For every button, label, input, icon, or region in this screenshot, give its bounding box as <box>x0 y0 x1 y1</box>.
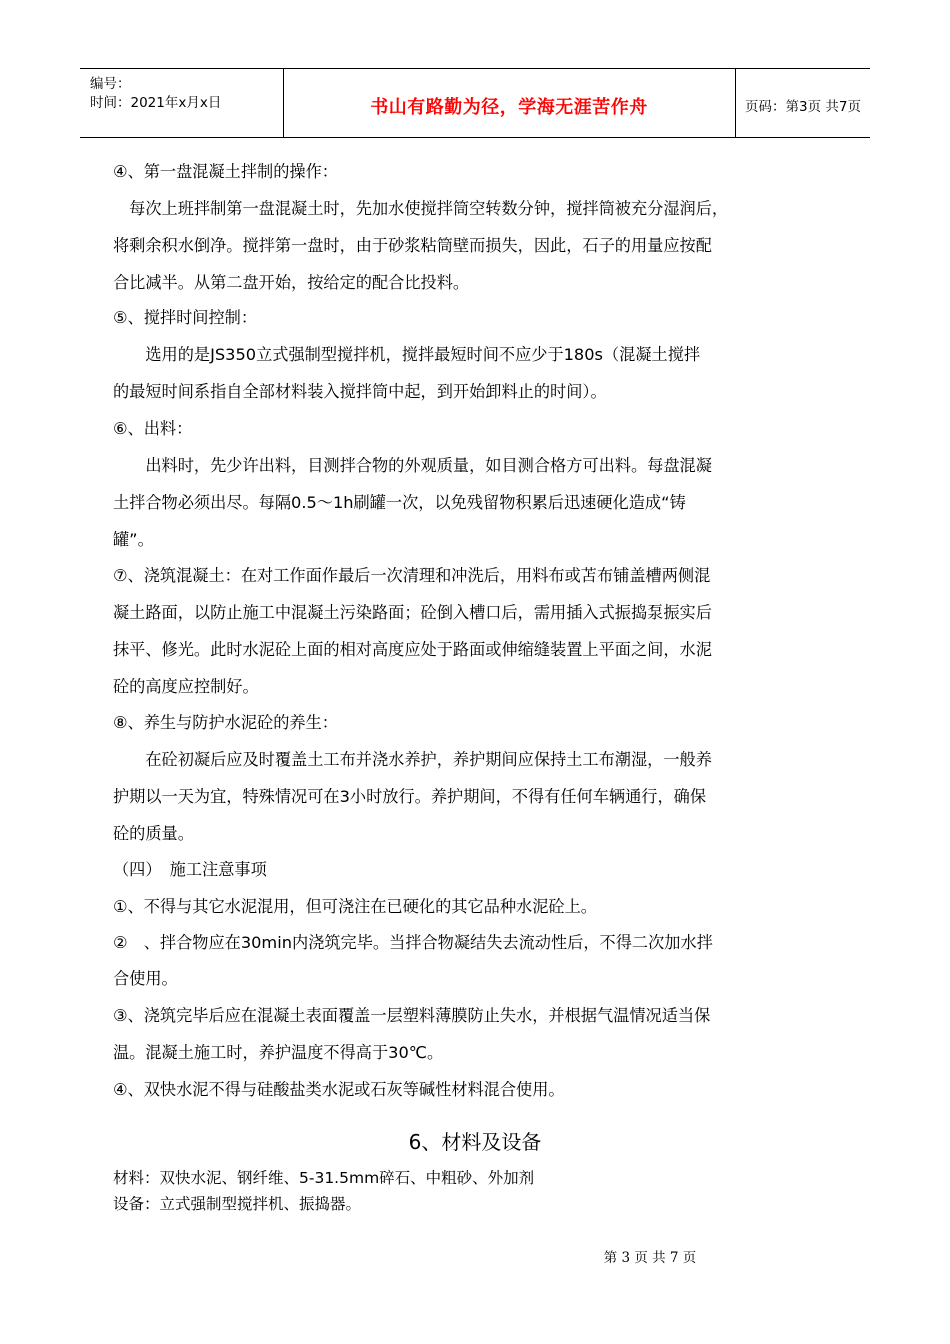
body-line: ⑥、出料： <box>113 419 193 438</box>
equipment-line: 设备：立式强制型搅拌机、振捣器。 <box>113 1195 362 1213</box>
section-heading: 6、材料及设备 <box>408 1130 542 1154</box>
body-line: 将剩余积水倒净。搅拌第一盘时，由于砂浆粘筒壁而损失，因此，石子的用量应按配 <box>113 236 712 255</box>
page-header-table <box>80 68 870 138</box>
body-line: ③、浇筑完毕后应在混凝土表面覆盖一层塑料薄膜防止失水，并根据气温情况适当保 <box>113 1006 711 1025</box>
header-right-cell <box>735 69 870 137</box>
body-line: 合比减半。从第二盘开始，按给定的配合比投料。 <box>113 273 470 292</box>
body-line: ② 、拌合物应在30min内浇筑完毕。当拌合物凝结失去流动性后，不得二次加水拌 <box>113 933 713 952</box>
body-line: 出料时，先少许出料，目测拌合物的外观质量，如目测合格方可出料。每盘混凝 <box>113 456 712 475</box>
body-line: ④、双快水泥不得与硅酸盐类水泥或石灰等碱性材料混合使用。 <box>113 1080 565 1099</box>
header-motto-cell <box>283 69 736 137</box>
body-line: 砼的质量。 <box>113 824 194 843</box>
body-line: ①、不得与其它水泥混用，但可浇注在已硬化的其它品种水泥砼上。 <box>113 897 597 916</box>
footer-page-number: 第 3 页 共 7 页 <box>603 1250 697 1266</box>
header-motto: 书山有路勤为径，学海无涯苦作舟 <box>370 97 648 118</box>
time-label: 时间：2021年x月x日 <box>90 95 222 111</box>
header-page-info: 页码：第3页 共7页 <box>745 99 861 115</box>
serial-label: 编号： <box>90 76 131 92</box>
body-line: 温。混凝土施工时，养护温度不得高于30℃。 <box>113 1043 444 1062</box>
materials-line: 材料：双快水泥、钢纤维、5-31.5mm碎石、中粗砂、外加剂 <box>113 1169 535 1187</box>
body-line: 土拌合物必须出尽。每隔0.5～1h刷罐一次，以免残留物积累后迅速硬化造成“铸 <box>113 493 686 512</box>
body-line: 每次上班拌制第一盘混凝土时，先加水使搅拌筒空转数分钟，搅拌筒被充分湿润后， <box>113 199 729 218</box>
body-line: 砼的高度应控制好。 <box>113 677 259 696</box>
body-line: ⑤、搅拌时间控制： <box>113 308 258 327</box>
body-line: 在砼初凝后应及时覆盖土工布并浇水养护，养护期间应保持土工布潮湿，一般养 <box>113 750 712 769</box>
body-line: 合使用。 <box>113 969 178 988</box>
header-left-cell <box>80 69 284 137</box>
body-line: ⑦、浇筑混凝土：在对工作面作最后一次清理和冲洗后，用料布或苫布铺盖槽两侧混 <box>113 566 711 585</box>
body-line: （四） 施工注意事项 <box>113 860 267 879</box>
body-line: 选用的是JS350立式强制型搅拌机，搅拌最短时间不应少于180s（混凝土搅拌 <box>113 345 701 364</box>
body-line: 凝土路面，以防止施工中混凝土污染路面；砼倒入槽口后，需用插入式振捣泵振实后 <box>113 603 712 622</box>
body-line: 罐”。 <box>113 530 154 549</box>
body-line: 护期以一天为宜，特殊情况可在3小时放行。养护期间，不得有任何车辆通行，确保 <box>113 787 707 806</box>
body-line: 的最短时间系指自全部材料装入搅拌筒中起，到开始卸料止的时间）。 <box>113 382 607 401</box>
body-line: ④、第一盘混凝土拌制的操作： <box>113 162 338 181</box>
body-line: ⑧、养生与防护水泥砼的养生： <box>113 713 338 732</box>
body-line: 抹平、修光。此时水泥砼上面的相对高度应处于路面或伸缩缝装置上平面之间，水泥 <box>113 640 712 659</box>
